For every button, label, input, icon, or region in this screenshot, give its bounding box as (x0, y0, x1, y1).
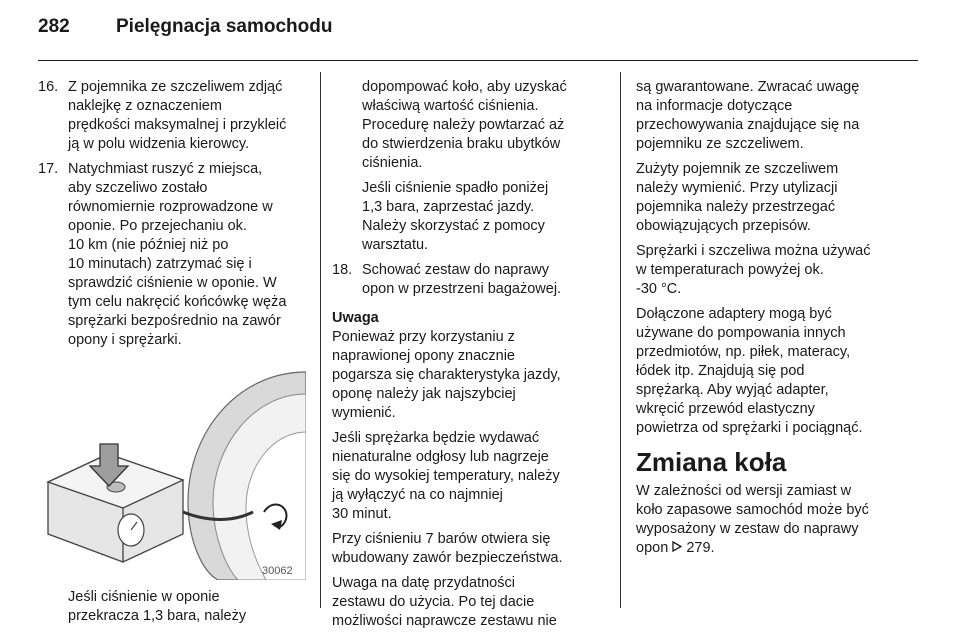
text-line: dopompować koło, aby uzyskać (362, 79, 567, 95)
paragraph-3 (636, 242, 912, 299)
paragraph-1 (636, 78, 912, 154)
step-text (362, 261, 604, 299)
note-paragraph-1 (332, 328, 604, 423)
text-line: ciśnienia. (362, 155, 423, 171)
text-line: w temperaturach powyżej ok. (636, 262, 824, 278)
section-heading: Zmiana koła (636, 447, 787, 477)
text-line: możliwości naprawcze zestawu nie (332, 613, 557, 629)
text-line: Jeśli ciśnienie w oponie (68, 589, 220, 605)
text-line: Zużyty pojemnik ze szczeliwem (636, 161, 839, 177)
page-reference-link[interactable]: 279. (686, 540, 715, 556)
step-17 (38, 160, 306, 350)
page-title: Pielęgnacja samochodu (116, 16, 333, 37)
text-line: Natychmiast ruszyć z miejsca, (68, 161, 263, 177)
text-line: wymienić. (332, 405, 396, 421)
text-line: pogarsza się charakterystyka jazdy, (332, 367, 561, 383)
text-line: nienaturalne odgłosy lub nagrzeje (332, 449, 549, 465)
text-line: W zależności od wersji zamiast w (636, 483, 852, 499)
text-line: Sprężarki i szczeliwa można używać (636, 243, 871, 259)
text-line: 10 km (nie później niż po (68, 237, 229, 253)
text-line: do stwierdzenia braku ubytków (362, 136, 561, 152)
paragraph-2 (636, 160, 912, 236)
text-line: ją wyłączyć na co najmniej (332, 487, 503, 503)
text-line: się do wysokiej temperatury, należy (332, 468, 560, 484)
text-line: oponie. Po przejechaniu ok. (68, 218, 247, 234)
text-line: tym celu nakręcić końcówkę węża (68, 294, 287, 310)
text-line: wbudowany zawór bezpieczeństwa. (332, 550, 563, 566)
text-line: Procedurę należy powtarzać aż (362, 117, 565, 133)
column-1 (38, 78, 306, 626)
step-number: 18. (332, 262, 353, 278)
paragraph-5 (636, 482, 912, 558)
text-line: łódek itp. Znajdują się pod (636, 363, 805, 379)
column-divider-1 (320, 72, 321, 608)
note-title: Uwaga (332, 310, 379, 326)
note-paragraph-4 (332, 574, 604, 631)
text-line: pojemniku ze szczeliwem. (636, 136, 804, 152)
after-figure-text (38, 588, 306, 626)
text-line: przedmiotów, np. piłek, materacy, (636, 344, 851, 360)
text-line: oponę należy jak najszybciej (332, 386, 516, 402)
text-line: na informacje dotyczące (636, 98, 793, 114)
text-line: obowiązujących przepisów. (636, 218, 811, 234)
figure-code: 30062 (262, 565, 293, 577)
text-line: koło zapasowe samochód może być (636, 502, 869, 518)
text-line: sprawdzić ciśnienie w oponie. W (68, 275, 277, 291)
page-number: 282 (38, 16, 70, 37)
text-line: przechowywania znajdujące się na (636, 117, 860, 133)
text-line: -30 °C. (636, 281, 682, 297)
compressor-drawing (38, 362, 306, 580)
text-line: zestawu do użycia. Po tej dacie (332, 594, 535, 610)
header-divider (38, 60, 918, 61)
text-line: Ponieważ przy korzystaniu z (332, 329, 515, 345)
text-line: sprężarki bezpośrednio na zawór (68, 313, 281, 329)
text-fragment: opon (636, 540, 669, 556)
page-header (38, 16, 918, 56)
step-16 (38, 78, 306, 154)
text-line: Należy skorzystać z pomocy (362, 218, 545, 234)
text-line: opony i sprężarki. (68, 332, 182, 348)
text-line: sprężarką. Aby wyjąć adapter, (636, 382, 829, 398)
text-line: Przy ciśnieniu 7 barów otwiera się (332, 531, 551, 547)
text-line: Z pojemnika ze szczeliwem zdjąć (68, 79, 283, 95)
continued-paragraph-1 (332, 78, 604, 173)
text-line: opon w przestrzeni bagażowej. (362, 281, 562, 297)
step-text (68, 78, 306, 154)
text-line (636, 539, 912, 558)
text-line: 1,3 bara, zaprzestać jazdy. (362, 199, 535, 215)
step-number: 16. (38, 79, 59, 95)
note-paragraph-2 (332, 429, 604, 524)
text-line: 10 minutach) zatrzymać się i (68, 256, 252, 272)
text-line: ją w polu widzenia kierowcy. (68, 136, 250, 152)
paragraph-4 (636, 305, 912, 438)
column-divider-2 (620, 72, 621, 608)
text-line: prędkości maksymalnej i przykleić (68, 117, 287, 133)
compressor-illustration (38, 362, 306, 580)
triangle-right-icon (672, 539, 682, 558)
text-line: pojemnika należy przestrzegać (636, 199, 836, 215)
text-line: powietrza od sprężarki i pociągnąć. (636, 420, 863, 436)
continued-paragraph-2 (332, 179, 604, 255)
note-paragraph-3 (332, 530, 604, 568)
text-line: naprawionej opony znacznie (332, 348, 515, 364)
text-line: właściwą wartość ciśnienia. (362, 98, 539, 114)
step-number: 17. (38, 161, 59, 177)
text-line: Jeśli sprężarka będzie wydawać (332, 430, 540, 446)
text-line: są gwarantowane. Zwracać uwagę (636, 79, 860, 95)
text-line: 30 minut. (332, 506, 392, 522)
text-line: Jeśli ciśnienie spadło poniżej (362, 180, 549, 196)
text-line: przekracza 1,3 bara, należy (68, 608, 247, 624)
text-line: używane do pompowania innych (636, 325, 846, 341)
column-3 (636, 78, 912, 564)
text-line: warsztatu. (362, 237, 429, 253)
text-line: Schować zestaw do naprawy (362, 262, 549, 278)
text-line: wkręcić przewód elastyczny (636, 401, 815, 417)
text-line: wyposażony w zestaw do naprawy (636, 521, 859, 537)
text-line: równomiernie rozprowadzone w (68, 199, 273, 215)
step-18 (332, 261, 604, 299)
step-text (68, 160, 306, 350)
column-2 (332, 78, 604, 637)
text-line: Uwaga na datę przydatności (332, 575, 515, 591)
text-line: aby szczeliwo zostało (68, 180, 208, 196)
text-line: naklejkę z oznaczeniem (68, 98, 222, 114)
text-line: należy wymienić. Przy utylizacji (636, 180, 838, 196)
text-line: Dołączone adaptery mogą być (636, 306, 832, 322)
